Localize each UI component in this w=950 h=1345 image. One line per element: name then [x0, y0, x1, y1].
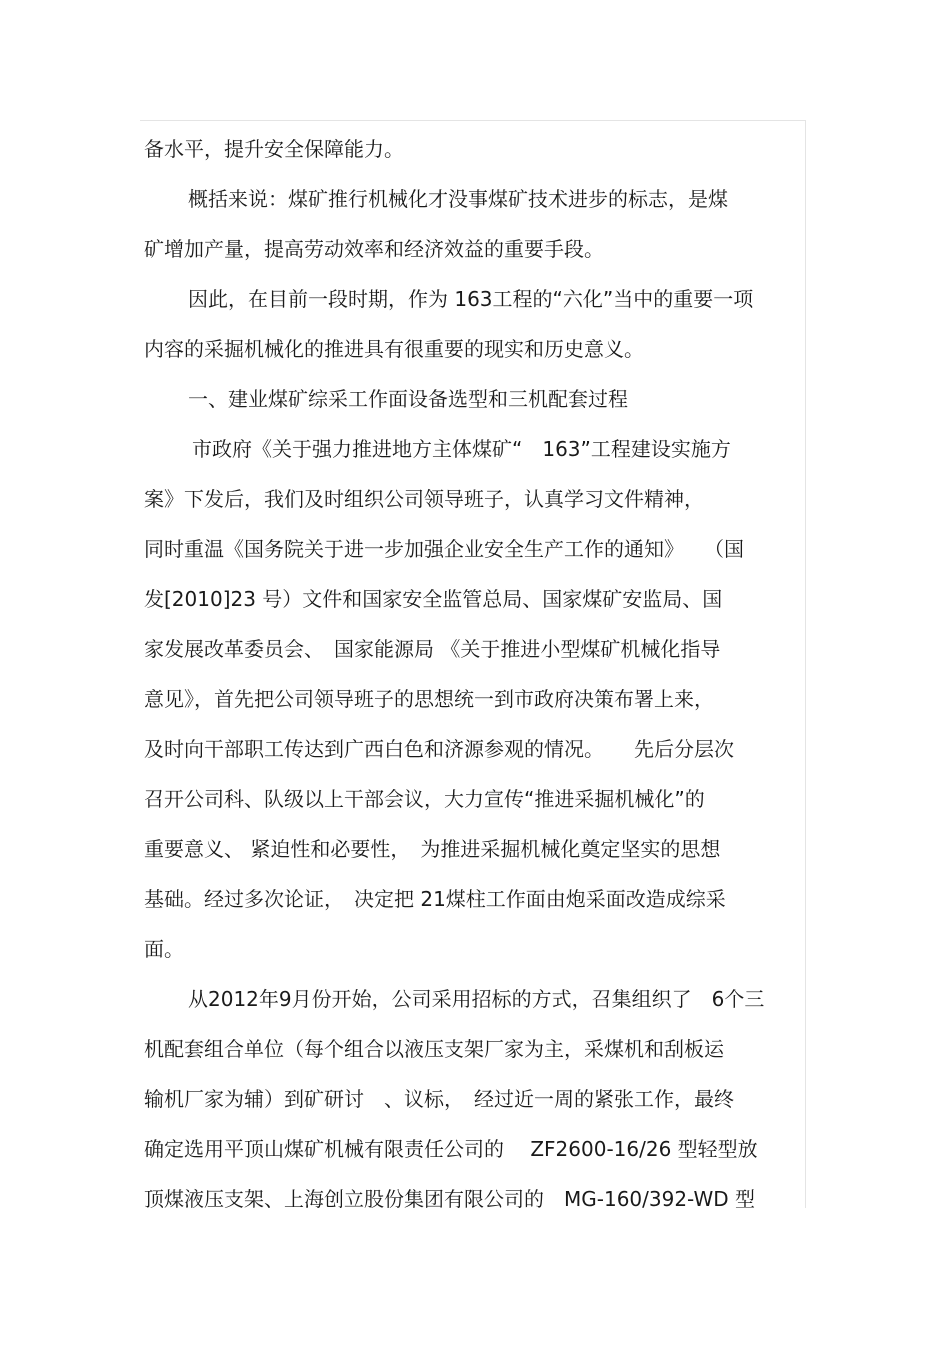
text-line: 案》下发后，我们及时组织公司领导班子，认真学习文件精神，	[144, 487, 704, 511]
text-line: 内容的采掘机械化的推进具有很重要的现实和历史意义。	[144, 337, 644, 361]
text-line: 概括来说：煤矿推行机械化才没事煤矿技术进步的标志，是煤	[188, 187, 728, 211]
text-line: 及时向干部职工传达到广西白色和济源参观的情况。 先后分层次	[144, 737, 734, 761]
text-line: 召开公司科、队级以上干部会议，大力宣传“推进采掘机械化”的	[144, 787, 705, 811]
text-line: 从2012年9月份开始，公司采用招标的方式，召集组织了 6个三	[188, 987, 765, 1011]
text-line: 发[2010]23 号）文件和国家安全监管总局、国家煤矿安监局、国	[144, 587, 723, 611]
text-line: 家发展改革委员会、 国家能源局 《关于推进小型煤矿机械化指导	[144, 637, 721, 661]
text-line: 意见》，首先把公司领导班子的思想统一到市政府决策布署上来，	[144, 687, 714, 711]
text-line: 因此，在目前一段时期，作为 163工程的“六化”当中的重要一项	[188, 287, 754, 311]
text-line: 输机厂家为辅）到矿研讨 、议标， 经过近一周的紧张工作，最终	[144, 1087, 734, 1111]
text-line: 机配套组合单位（每个组合以液压支架厂家为主，采煤机和刮板运	[144, 1037, 724, 1061]
text-line: 顶煤液压支架、上海创立股份集团有限公司的 MG-160/392-WD 型	[144, 1187, 755, 1211]
text-line: 基础。经过多次论证， 决定把 21煤柱工作面由炮采面改造成综采	[144, 887, 726, 911]
text-line: 重要意义、 紧迫性和必要性， 为推进采掘机械化奠定坚实的思想	[144, 837, 721, 861]
text-line: 矿增加产量，提高劳动效率和经济效益的重要手段。	[144, 237, 604, 261]
text-line: 备水平，提升安全保障能力。	[144, 137, 404, 161]
section-heading: 一、建业煤矿综采工作面设备选型和三机配套过程	[188, 387, 628, 411]
text-line: 市政府《关于强力推进地方主体煤矿“ 163”工程建设实施方	[192, 437, 731, 461]
document-body	[144, 124, 834, 1224]
text-line: 确定选用平顶山煤矿机械有限责任公司的 ZF2600-16/26 型轻型放	[144, 1137, 758, 1161]
text-line: 同时重温《国务院关于进一步加强企业安全生产工作的通知》 （国	[144, 537, 744, 561]
text-line: 面。	[144, 937, 184, 961]
